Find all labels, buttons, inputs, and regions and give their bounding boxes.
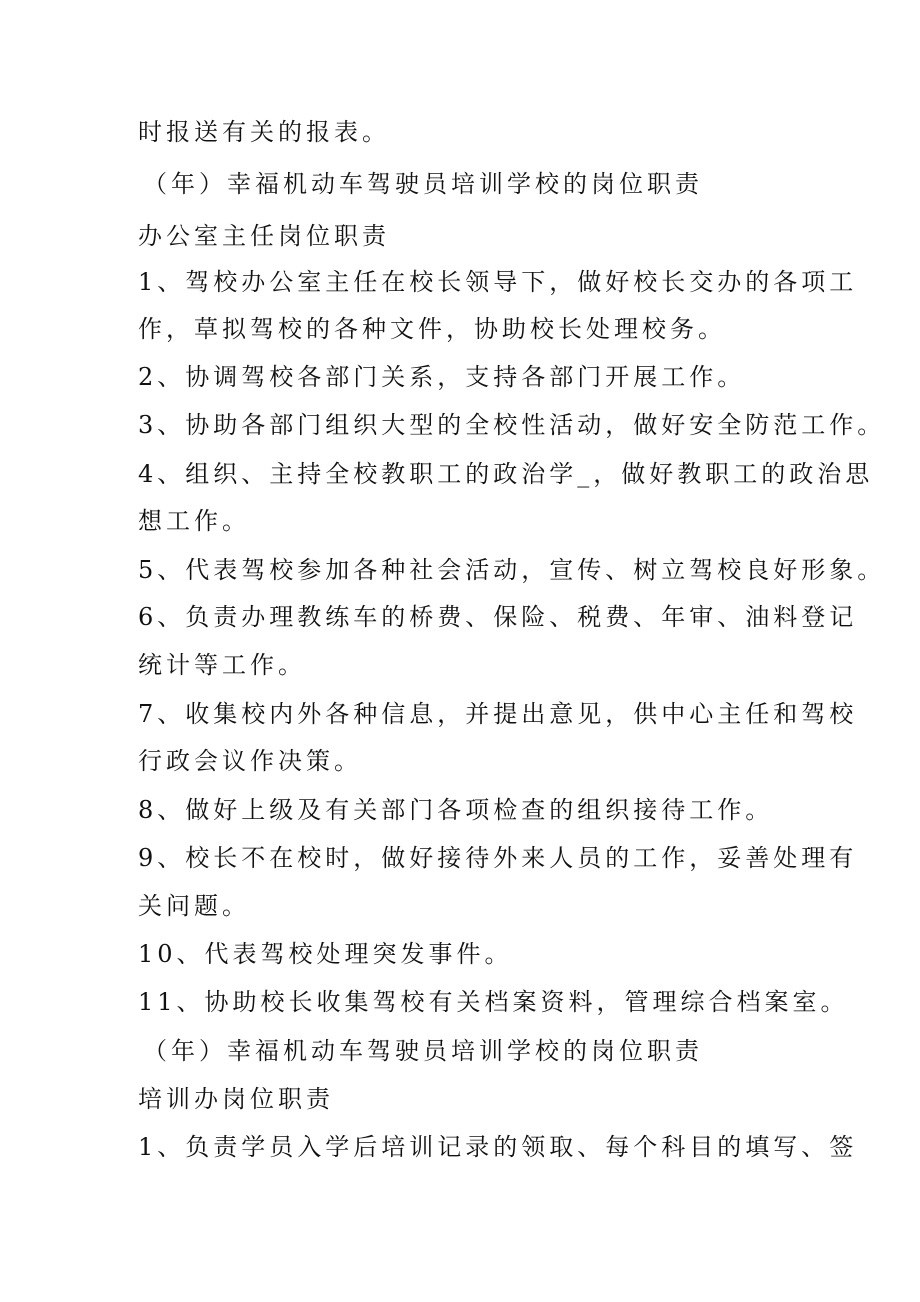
list-item: 2、协调驾校各部门关系，支持各部门开展工作。 [138, 363, 746, 391]
list-item: 10、代表驾校处理突发事件。 [138, 940, 513, 968]
section-heading: （年）幸福机动车驾驶员培训学校的岗位职责 [143, 170, 703, 198]
list-item-continuation: 关问题。 [138, 892, 250, 920]
subsection-heading: 培训办岗位职责 [138, 1085, 334, 1113]
subsection-heading: 办公室主任岗位职责 [138, 222, 390, 250]
list-item: 8、做好上级及有关部门各项检查的组织接待工作。 [138, 796, 774, 824]
list-item: 7、收集校内外各种信息，并提出意见，供中心主任和驾校 [138, 700, 858, 728]
list-item: 1、驾校办公室主任在校长领导下，做好校长交办的各项工 [138, 268, 858, 296]
list-item: 1、负责学员入学后培训记录的领取、每个科目的填写、签 [138, 1133, 858, 1161]
section-heading: （年）幸福机动车驾驶员培训学校的岗位职责 [143, 1037, 703, 1065]
list-item: 4、组织、主持全校教职工的政治学_，做好教职工的政治思 [138, 460, 874, 488]
list-item-continuation: 统计等工作。 [138, 651, 306, 679]
list-item-continuation: 想工作。 [138, 507, 250, 535]
list-item: 5、代表驾校参加各种社会活动，宣传、树立驾校良好形象。 [138, 556, 886, 584]
text-line: 时报送有关的报表。 [138, 118, 390, 146]
list-item: 3、协助各部门组织大型的全校性活动，做好安全防范工作。 [138, 411, 886, 439]
list-item-continuation: 作，草拟驾校的各种文件，协助校长处理校务。 [138, 315, 726, 343]
list-item: 11、协助校长收集驾校有关档案资料，管理综合档案室。 [138, 988, 849, 1016]
list-item: 6、负责办理教练车的桥费、保险、税费、年审、油料登记 [138, 603, 858, 631]
list-item-continuation: 行政会议作决策。 [138, 747, 362, 775]
list-item: 9、校长不在校时，做好接待外来人员的工作，妥善处理有 [138, 844, 858, 872]
